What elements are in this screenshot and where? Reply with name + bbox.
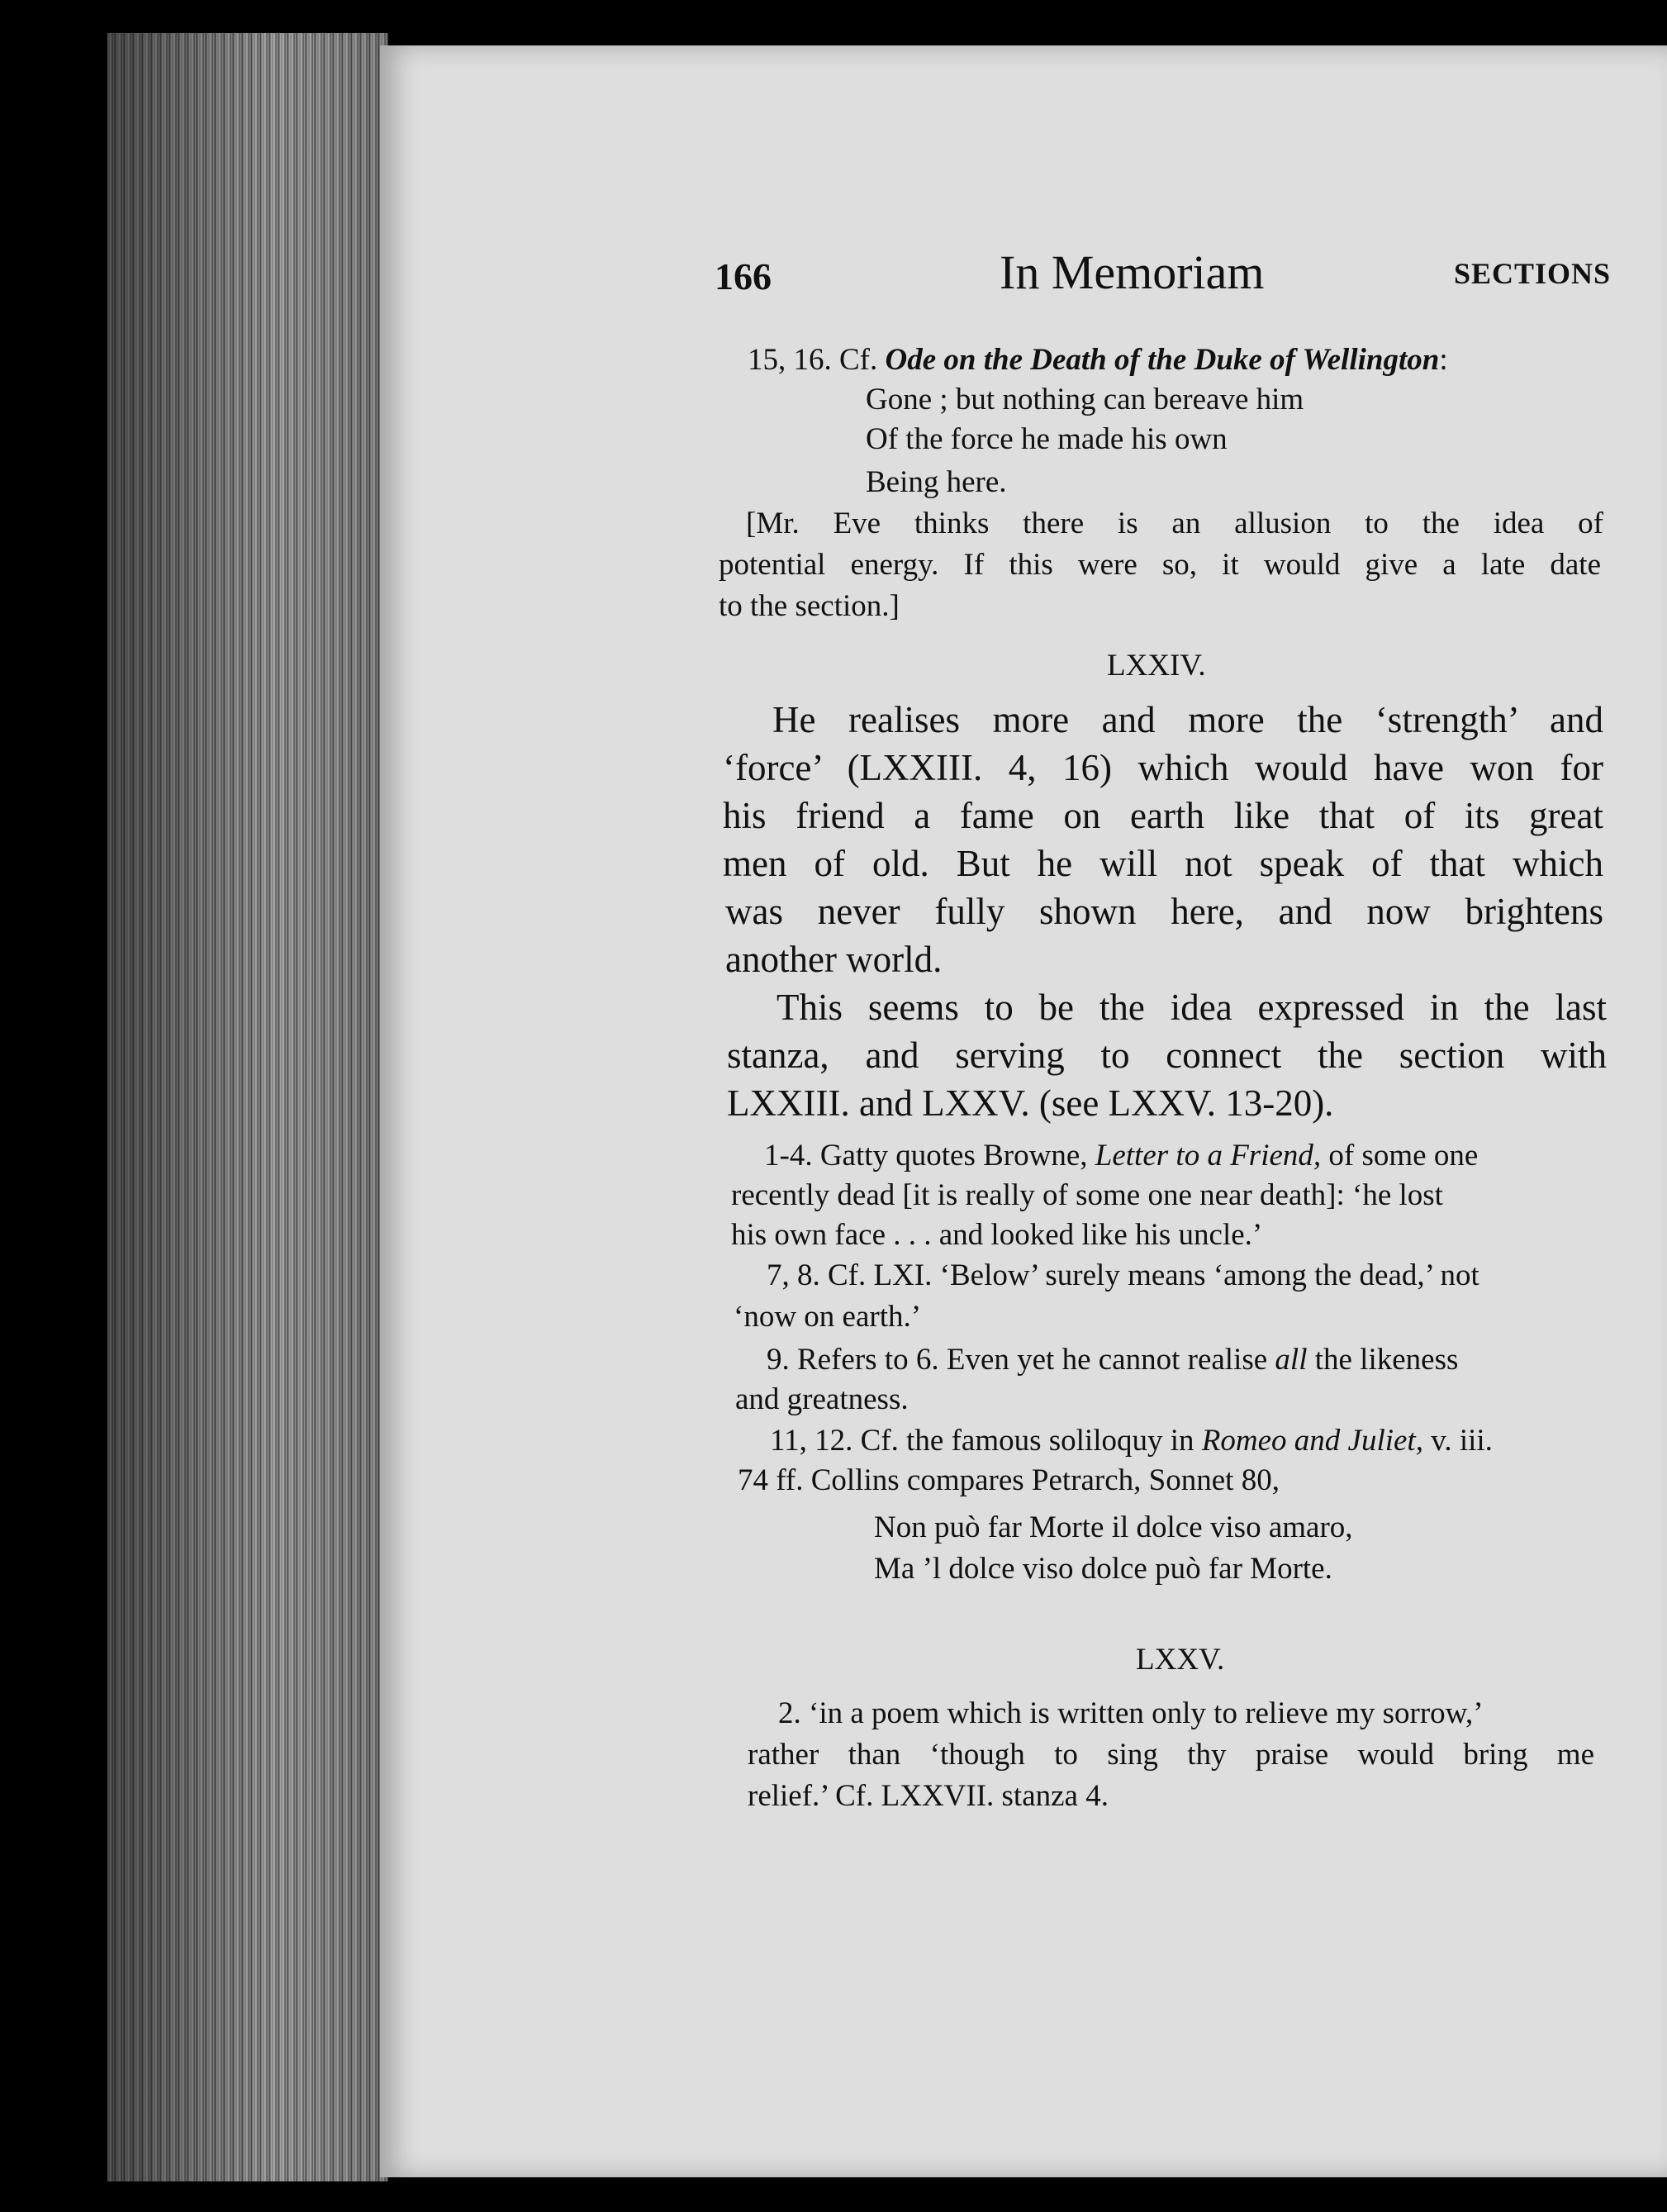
cited-work: Letter to a Friend, — [1095, 1139, 1322, 1173]
page-number: 166 — [715, 255, 772, 297]
bracket-note-line: potential energy. If this were so, it would give a late date — [719, 548, 1601, 582]
emphasis: all — [1275, 1343, 1308, 1377]
petrarch-line: Ma ’l dolce viso dolce può far Morte. — [874, 1552, 1332, 1586]
note-text: the likeness — [1314, 1343, 1459, 1377]
note-colon: : — [1439, 343, 1448, 377]
note-line: relief.’ Cf. LXXVII. stanza 4. — [748, 1779, 1109, 1813]
section-heading: LXXIV. — [1107, 649, 1206, 683]
bracket-note-line: to the section.] — [719, 589, 900, 623]
summary-line: his friend a fame on earth like that of its great — [723, 795, 1603, 836]
note-ref: 15, 16. — [748, 343, 832, 377]
note-text: 1-4. Gatty quotes Browne, — [764, 1139, 1088, 1173]
summary-line: He realises more and more the ‘strength’ and — [772, 699, 1603, 740]
summary-line: another world. — [725, 939, 943, 980]
note-text: 9. Refers to 6. Even yet he cannot realise — [767, 1343, 1268, 1377]
petrarch-line: Non può far Morte il dolce viso amaro, — [874, 1510, 1353, 1544]
note-line — [767, 1340, 1458, 1380]
summary-line: was never fully shown here, and now brightens — [725, 891, 1603, 932]
note-text: of some one — [1328, 1139, 1479, 1173]
quote-line: Gone ; but nothing can bereave him — [866, 383, 1304, 416]
note-line: and greatness. — [735, 1382, 909, 1416]
note-line: 2. ‘in a poem which is written only to relieve my sorrow,’ — [778, 1696, 1484, 1730]
note-line: ‘now on earth.’ — [734, 1300, 922, 1334]
note-15-16-line — [748, 340, 1448, 380]
note-text: v. iii. — [1431, 1424, 1493, 1458]
note-line: recently dead [it is really of some one near death]: ‘he lost — [731, 1178, 1443, 1212]
summary-line: LXXIII. and LXXV. (see LXXV. 13-20). — [727, 1082, 1334, 1124]
bracket-note-line: [Mr. Eve thinks there is an allusion to the idea of — [746, 507, 1603, 540]
page-edges-shadow — [107, 33, 388, 2181]
note-text: 11, 12. Cf. the famous soliloquy in — [770, 1424, 1194, 1458]
note-line: 7, 8. Cf. LXI. ‘Below’ surely means ‘among the dead,’ not — [767, 1258, 1479, 1292]
running-title: In Memoriam — [1000, 245, 1265, 299]
section-heading: LXXV. — [1136, 1643, 1225, 1677]
note-line: 74 ff. Collins compares Petrarch, Sonnet 80, — [738, 1463, 1280, 1497]
note-line: his own face . . . and looked like his uncle.’ — [731, 1218, 1263, 1252]
running-section-label: SECTIONS — [1454, 257, 1612, 290]
summary-line: stanza, and serving to connect the section with — [727, 1035, 1607, 1076]
note-cf: Cf. — [839, 343, 878, 377]
quote-line: Being here. — [866, 465, 1007, 499]
summary-line: This seems to be the idea expressed in the last — [777, 987, 1607, 1028]
note-line: rather than ‘though to sing thy praise would bring me — [748, 1738, 1594, 1772]
cited-work: Romeo and Juliet, — [1201, 1424, 1423, 1458]
quote-line: Of the force he made his own — [866, 422, 1228, 456]
summary-line: men of old. But he will not speak of that which — [723, 843, 1603, 884]
note-line — [770, 1421, 1493, 1461]
summary-line: ‘force’ (LXXIII. 4, 16) which would have won for — [723, 747, 1603, 788]
note-line — [764, 1136, 1478, 1176]
cited-work: Ode on the Death of the Duke of Wellington — [885, 343, 1440, 377]
